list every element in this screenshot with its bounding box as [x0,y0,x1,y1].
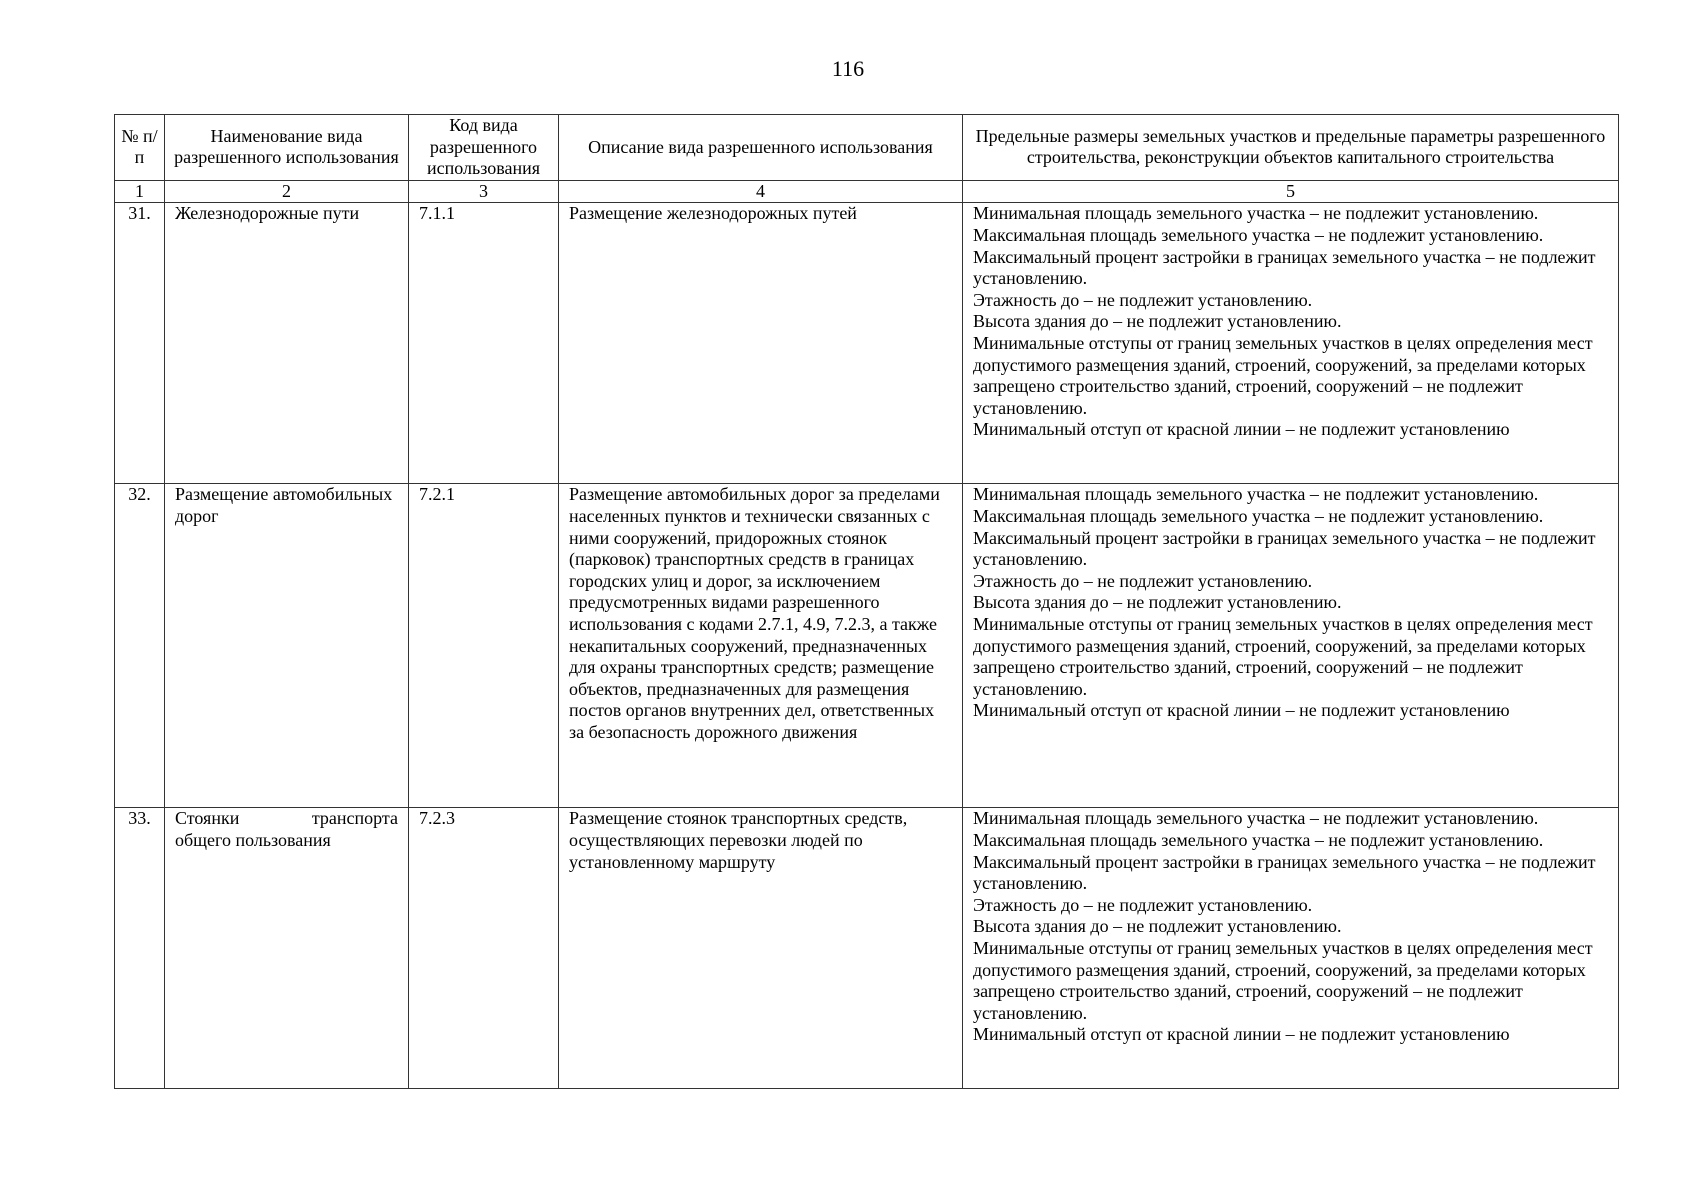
table-header-row [115,115,1619,181]
limit-parameter: Минимальные отступы от границ земельных участков в целях определения мест допустимого размещения зданий, строений, сооружений, за пределами которых запрещено строительство зданий, строений, сооружений – не подлежит установлению. [973,613,1593,699]
limit-parameter: Минимальный отступ от красной линии – не подлежит установлению [973,700,1510,721]
table-row [115,808,1619,1089]
limit-parameter: Минимальные отступы от границ земельных участков в целях определения мест допустимого размещения зданий, строений, сооружений, за пределами которых запрещено строительство зданий, строений, сооружений – не подлежит установлению. [973,332,1593,418]
page-number: 116 [831,56,865,81]
use-code: 7.2.1 [409,484,559,808]
limit-parameter: Этажность до – не подлежит установлению. [973,289,1313,310]
column-number-row [115,180,1619,203]
column-number: 4 [559,180,963,203]
limit-parameter: Максимальный процент застройки в границах земельного участка – не подлежит установлению. [973,246,1596,289]
limit-parameter: Минимальная площадь земельного участка – не подлежит установлению. [973,484,1539,505]
limit-parameter: Максимальный процент застройки в границах земельного участка – не подлежит установлению. [973,851,1596,894]
use-description: Размещение железнодорожных путей [559,203,963,484]
limit-parameter: Максимальная площадь земельного участка – не подлежит установлению. [973,505,1544,526]
row-number: 33. [115,808,165,1089]
column-number: 2 [165,180,409,203]
use-code: 7.1.1 [409,203,559,484]
use-code: 7.2.3 [409,808,559,1089]
use-description: Размещение автомобильных дорог за пределами населенных пунктов и технически связанных с ними сооружений, придорожных стоянок (парковок) транспортных средств в границах городских улиц и дорог, за исключением предусмотренных видами разрешенного использования с кодами 2.7.1, 4.9, 7.2.3, а также некапитальных сооружений, предназначенных для охраны транспортных средств; размещение объектов, предназначенных для размещения постов органов внутренних дел, ответственных за безопасность дорожного движения [559,484,963,808]
use-description: Размещение стоянок транспортных средств, осуществляющих перевозки людей по установленному маршруту [559,808,963,1089]
use-name-line: общего пользования [175,829,331,850]
limit-parameter: Минимальная площадь земельного участка – не подлежит установлению. [973,808,1539,829]
limit-parameter: Минимальный отступ от красной линии – не подлежит установлению [973,1024,1510,1045]
table-row [115,203,1619,484]
limit-parameter: Этажность до – не подлежит установлению. [973,894,1313,915]
limits-cell [963,484,1619,808]
table-row [115,484,1619,808]
limit-parameter: Минимальные отступы от границ земельных участков в целях определения мест допустимого размещения зданий, строений, сооружений, за пределами которых запрещено строительство зданий, строений, сооружений – не подлежит установлению. [973,937,1593,1023]
header-limits: Предельные размеры земельных участков и предельные параметры разрешенного строительства, реконструкции объектов капитального строительства [963,115,1619,181]
limit-parameter: Высота здания до – не подлежит установлению. [973,311,1342,332]
use-name-line: Стоянки транспорта [175,808,398,829]
limit-parameter: Этажность до – не подлежит установлению. [973,570,1313,591]
header-use-description: Описание вида разрешенного использования [559,115,963,181]
header-use-name: Наименование вида разрешенного использования [165,115,409,181]
limit-parameter: Высота здания до – не подлежит установлению. [973,916,1342,937]
limit-parameter: Максимальная площадь земельного участка – не подлежит установлению. [973,829,1544,850]
limits-cell [963,203,1619,484]
header-number: № п/п [115,115,165,181]
row-number: 32. [115,484,165,808]
use-name: Размещение автомобильных дорог [165,484,409,808]
column-number: 3 [409,180,559,203]
header-use-code: Код вида разрешенного использования [409,115,559,181]
column-number: 1 [115,180,165,203]
limit-parameter: Максимальная площадь земельного участка – не подлежит установлению. [973,224,1544,245]
column-number: 5 [963,180,1619,203]
land-use-table [114,114,1619,1089]
limit-parameter: Высота здания до – не подлежит установлению. [973,592,1342,613]
limit-parameter: Максимальный процент застройки в границах земельного участка – не подлежит установлению. [973,527,1596,570]
use-name [165,808,409,1089]
limit-parameter: Минимальная площадь земельного участка – не подлежит установлению. [973,203,1539,224]
limits-cell [963,808,1619,1089]
use-name: Железнодорожные пути [165,203,409,484]
limit-parameter: Минимальный отступ от красной линии – не подлежит установлению [973,419,1510,440]
row-number: 31. [115,203,165,484]
